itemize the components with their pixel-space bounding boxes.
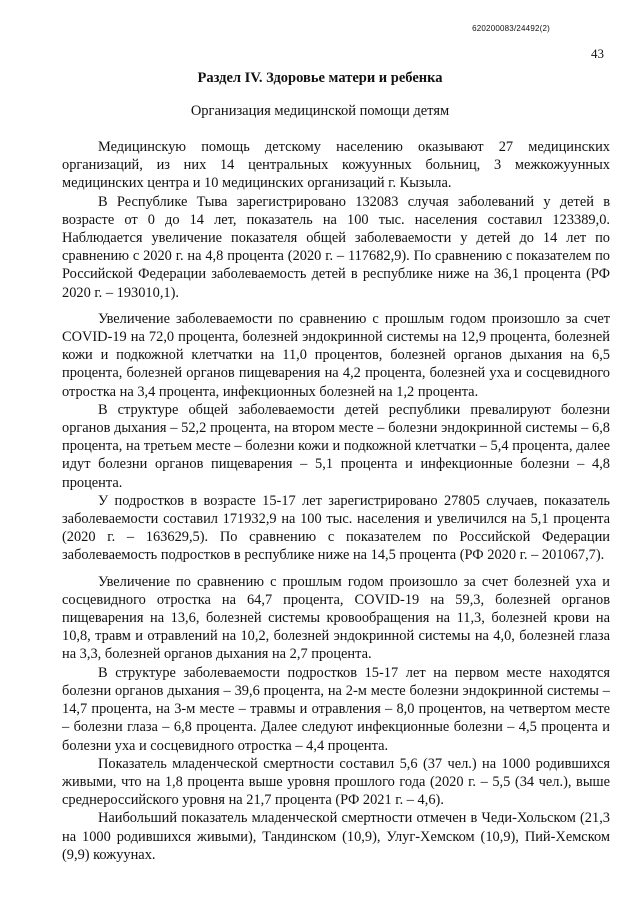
paragraph-highest-infant-mortality: Наибольший показатель младенческой смертности отмечен в Чеди-Хольском (21,3 на 1000 родившихся живыми), Тандинском (10,9), Улуг-Хемском (10,9), Пий-Хемском (9,9) кожуунах.: [62, 810, 610, 863]
paragraph-medical-organizations: Медицинскую помощь детскому населению оказывают 27 медицинских организаций, из них 14 центральных кожуунных больниц, 3 межкожуунных медицинских центра и 10 медицинских организаций г. Кызыла.: [62, 139, 610, 192]
paragraph-adolescent-morbidity: У подростков в возрасте 15-17 лет зарегистрировано 27805 случаев, показатель заболеваемости составил 171932,9 на 100 тыс. населения и увеличился на 5,1 процента (2020 г. – 163629,5). По сравнению с показателем по Российской Федерации заболеваемость подростков в республике ниже на 14,5 процента (РФ 2020 г. – 201067,7).: [62, 492, 610, 564]
section-title: Раздел IV. Здоровье матери и ребенка: [197, 70, 443, 86]
paragraph-child-morbidity: В Республике Тыва зарегистрировано 132083 случая заболеваний у детей в возрасте от 0 до 14 лет, показатель на 100 тыс. населения составил 123389,0. Наблюдается увеличение показателя общей заболеваемости у детей до 14 лет по сравнению с 2020 г. на 4,8 процента (2020 г. – 117682,9). По сравнению с показателем по Российской Федерации заболеваемость детей в республике ниже на 36,1 процента (РФ 2020 г. – 193010,1).: [62, 193, 610, 301]
section-subtitle: Организация медицинской помощи детям: [190, 103, 450, 119]
paragraph-adolescent-structure: В структуре заболеваемости подростков 15-17 лет на первом месте находятся болезни органов дыхания – 39,6 процента, на 2-м месте болезни эндокринной системы – 14,7 процента, на 3-м месте – травмы и отравления – 8,0 процентов, на четвертом месте – болезни глаза – 6,8 процента. Далее следуют инфекционные болезни – 4,5 процента и болезни уха и сосцевидного отростка – 4,4 процента.: [62, 664, 610, 754]
paragraph-infant-mortality: Показатель младенческой смертности составил 5,6 (37 чел.) на 1000 родившихся живыми, что на 1,8 процента выше уровня прошлого года (2020 г. – 5,5 (34 чел.), выше среднероссийского уровня на 21,7 процента (РФ 2021 г. – 4,6).: [62, 755, 610, 809]
paragraph-adolescent-increase: Увеличение по сравнению с прошлым годом произошло за счет болезней уха и сосцевидного отростка на 64,7 процента, COVID-19 на 59,3, болезней органов пищеварения на 13,6, болезней системы кровообращения на 11,3, болезней крови на 10,8, травм и отравлений на 10,2, болезней эндокринной системы на 4,0, болезней глаза на 3,3, болезней органов дыхания на 2,7 процента.: [62, 573, 610, 663]
paragraph-morbidity-structure: В структуре общей заболеваемости детей республики превалируют болезни органов дыхания – 52,2 процента, на втором месте – болезни эндокринной системы – 6,8 процента, на третьем месте – болезни кожи и подкожной клетчатки – 5,4 процента, далее идут болезни органов пищеварения – 5,1 процента и инфекционные болезни – 4,8 процента.: [62, 401, 610, 491]
paragraph-morbidity-increase: Увеличение заболеваемости по сравнению с прошлым годом произошло за счет COVID-19 на 72,0 процента, болезней эндокринной системы на 12,9 процента, болезней кожи и подкожной клетчатки на 11,0 процентов, болезней органов дыхания на 6,5 процента, болезней органов пищеварения на 4,2 процента, болезней уха и сосцевидного отростка на 3,4 процента, инфекционных болезней на 1,2 процента.: [62, 310, 610, 400]
page-number: 43: [591, 46, 604, 61]
document-id: 620200083/24492(2): [472, 24, 550, 33]
body-text: [62, 138, 610, 864]
